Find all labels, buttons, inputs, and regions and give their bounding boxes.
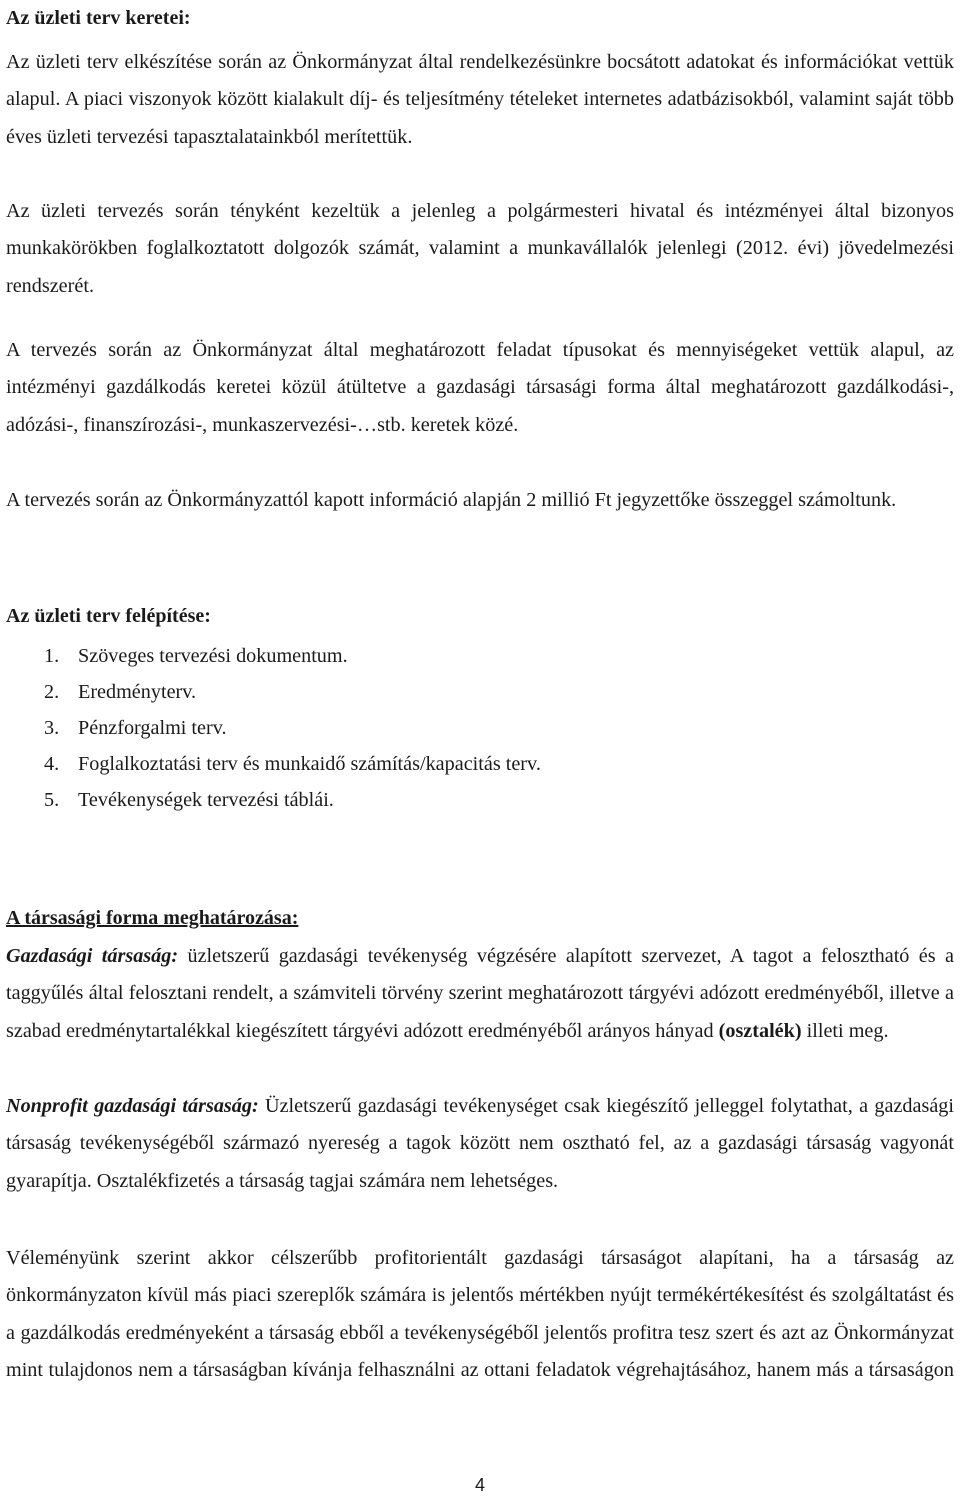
list-item-text: Eredményterv. xyxy=(78,681,197,703)
definition-text-a: üzletszerű gazdasági tevékenység végzésére alapított szervezet, A tagot a felosztható és a taggyűlés által felosztani rendelt, a számviteli törvény szerint meghatározott tárgyévi adózott eredményéből, illetve a szabad eredménytartalékkal kiegészített tárgyévi adózott eredményéből arányos hányad xyxy=(6,945,954,1042)
term-nonprofit-tarsasag: Nonprofit gazdasági társaság: xyxy=(6,1095,259,1117)
structure-list xyxy=(44,638,541,818)
section-heading-terv-keretei: Az üzleti terv keretei: xyxy=(6,7,191,29)
list-item xyxy=(44,638,541,674)
list-item-text: Foglalkoztatási terv és munkaidő számítás/kapacitás terv. xyxy=(78,753,541,775)
list-item-number: 2. xyxy=(44,681,60,703)
list-item-number: 1. xyxy=(44,645,60,667)
osztalek-term: (osztalék) xyxy=(718,1019,802,1042)
list-item-number: 5. xyxy=(44,789,60,811)
list-item xyxy=(44,710,541,746)
paragraph-feladat-tipusok: A tervezés során az Önkormányzat által meghatározott feladat típusokat és mennyiségeket vettük alapul, az intézményi gazdálkodás keretei közül átültetve a gazdasági társasági forma által meghatározott gazdálkodási-, adózási-, finanszírozási-, munkaszervezési-…stb. keretek közé. xyxy=(6,339,954,436)
paragraph-jegyzett-toke: A tervezés során az Önkormányzattól kapott információ alapján 2 millió Ft jegyzettőke összeggel számoltunk. xyxy=(6,489,897,511)
list-item-text: Tevékenységek tervezési táblái. xyxy=(78,789,334,811)
list-item-text: Szöveges tervezési dokumentum. xyxy=(78,645,348,667)
term-gazdasagi-tarsasag: Gazdasági társaság: xyxy=(6,945,179,967)
paragraph-nonprofit-tarsasag xyxy=(6,1088,954,1200)
list-item xyxy=(44,746,541,782)
definition-text-b: illeti meg. xyxy=(801,1019,889,1042)
page-number: 4 xyxy=(474,1475,485,1495)
list-item xyxy=(44,674,541,710)
paragraph-adatok-alapja: Az üzleti terv elkészítése során az Önkormányzat által rendelkezésünkre bocsátott adatokat és információkat vettük alapul. A piaci viszonyok között kialakult díj- és teljesítmény tételeket internetes adatbázisokból, valamint saját több éves üzleti tervezési tapasztalatainkból merítettük. xyxy=(6,51,954,148)
definition-text: Üzletszerű gazdasági tevékenységet csak kiegészítő jelleggel folytathat, a gazdasági társaság tevékenységéből származó nyereség a tagok között nem osztható fel, az a gazdasági társaság vagyonát gyarapítja. Osztalékfizetés a társaság tagjai számára nem lehetséges. xyxy=(6,1095,954,1192)
section-heading-terv-felepitese: Az üzleti terv felépítése: xyxy=(6,605,211,627)
section-heading-tarsasagi-forma: A társasági forma meghatározása: xyxy=(6,907,299,929)
list-item-number: 4. xyxy=(44,753,60,775)
list-item xyxy=(44,782,541,818)
paragraph-tenykent-kezeltuk: Az üzleti tervezés során tényként kezeltük a jelenleg a polgármesteri hivatal és intézményei által bizonyos munkakörökben foglalkoztatott dolgozók számát, valamint a munkavállalók jelenlegi (2012. évi) jövedelmezési rendszerét. xyxy=(6,200,954,297)
paragraph-gazdasagi-tarsasag xyxy=(6,938,954,1050)
list-item-text: Pénzforgalmi terv. xyxy=(78,717,227,739)
list-item-number: 3. xyxy=(44,717,60,739)
paragraph-velemenyunk: Véleményünk szerint akkor célszerűbb profitorientált gazdasági társaságot alapítani, ha a társaság az önkormányzaton kívül más piaci szereplők számára is jelentős mértékben nyújt termékértékesítést és szolgáltatást és a gazdálkodás eredményeként a társaság ebből a tevékenységéből jelentős profitra tesz szert és azt az Önkormányzat mint tulajdonos nem a társaságban kívánja felhasználni az ottani feladatok végrehajtásához, hanem más a társaságon xyxy=(6,1247,954,1381)
